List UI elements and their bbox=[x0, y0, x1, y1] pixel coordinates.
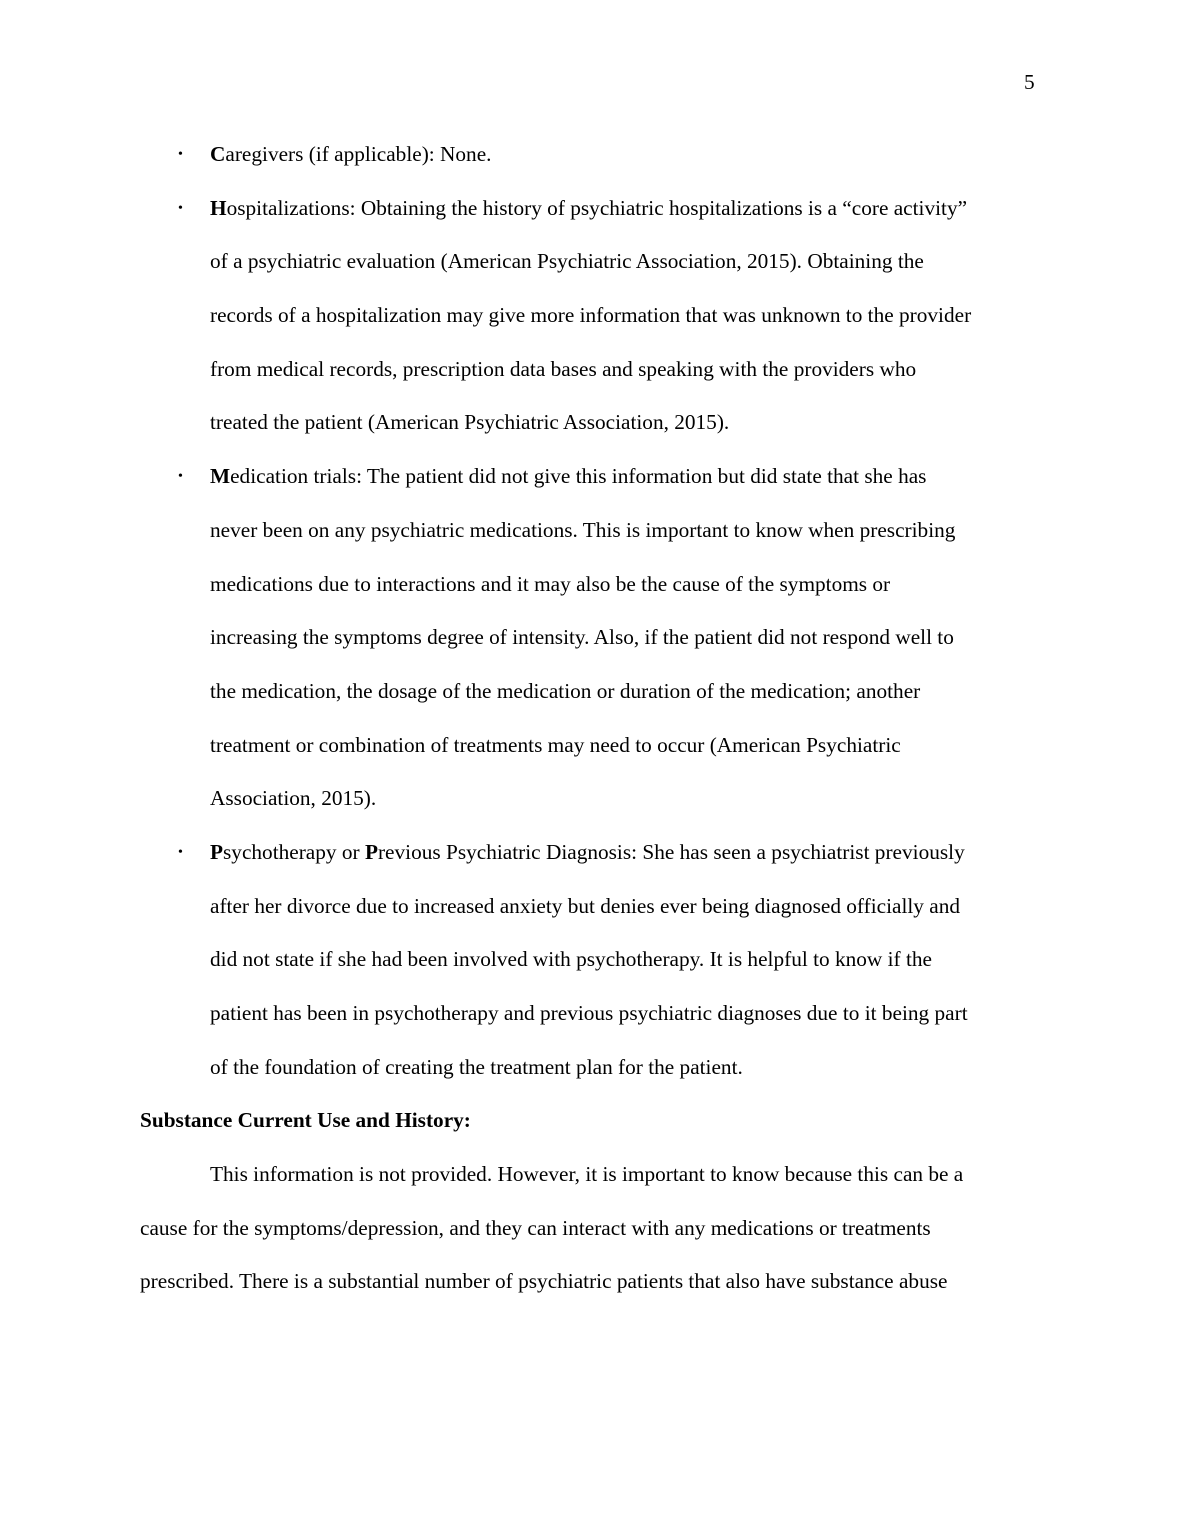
text-line: after her divorce due to increased anxiety but denies ever being diagnosed officially and bbox=[210, 893, 961, 918]
text-line: of the foundation of creating the treatment plan for the patient. bbox=[210, 1054, 743, 1079]
bullet-icon: • bbox=[178, 200, 183, 216]
list-item bbox=[140, 826, 1050, 1094]
text-line: the medication, the dosage of the medication or duration of the medication; another bbox=[210, 678, 921, 703]
text-line: treatment or combination of treatments may need to occur (American Psychiatric bbox=[210, 732, 901, 757]
bullet-icon: • bbox=[178, 844, 183, 860]
list-item-first-line bbox=[210, 182, 1050, 236]
page-number: 5 bbox=[1024, 70, 1035, 94]
text-line: prescribed. There is a substantial number of psychiatric patients that also have substance abuse bbox=[140, 1269, 948, 1294]
text-line: increasing the symptoms degree of intensity. Also, if the patient did not respond well to bbox=[210, 625, 954, 650]
text-line: of a psychiatric evaluation (American Psychiatric Association, 2015). Obtaining the bbox=[210, 249, 924, 274]
text-segment: revious Psychiatric Diagnosis: She has seen a psychiatrist previously bbox=[377, 839, 965, 864]
list-item bbox=[140, 182, 1050, 450]
list-item-first-line bbox=[210, 450, 1050, 504]
text-segment: edication trials: The patient did not give this information but did state that she has bbox=[230, 464, 927, 489]
text-line: from medical records, prescription data bases and speaking with the providers who bbox=[210, 356, 917, 381]
list-item-first-line bbox=[210, 128, 1050, 182]
list-item bbox=[140, 128, 1050, 182]
section-heading: Substance Current Use and History: bbox=[140, 1108, 471, 1133]
text-line: records of a hospitalization may give more information that was unknown to the provider bbox=[210, 303, 972, 328]
section-paragraph bbox=[140, 1148, 1050, 1309]
text-line: never been on any psychiatric medications. This is important to know when prescribing bbox=[210, 517, 956, 542]
bold-initial: P bbox=[364, 839, 378, 864]
text-segment: sychotherapy or bbox=[223, 839, 365, 864]
bullet-icon: • bbox=[178, 469, 183, 485]
text-line: This information is not provided. However, it is important to know because this can be a bbox=[210, 1162, 964, 1187]
bullet-icon: • bbox=[178, 147, 183, 162]
text-line: treated the patient (American Psychiatric Association, 2015). bbox=[210, 410, 730, 435]
document-body bbox=[140, 128, 1050, 1309]
list-item bbox=[140, 450, 1050, 826]
bold-initial: M bbox=[210, 464, 231, 489]
list-item-first-line bbox=[210, 826, 1050, 880]
text-line: patient has been in psychotherapy and previous psychiatric diagnoses due to it being part bbox=[210, 1001, 968, 1025]
bold-initial: H bbox=[210, 195, 227, 220]
text-segment: aregivers (if applicable): None. bbox=[225, 142, 492, 166]
bold-initial: C bbox=[210, 142, 226, 166]
bullet-list bbox=[140, 128, 1050, 1094]
text-line: cause for the symptoms/depression, and they can interact with any medications or treatments bbox=[140, 1215, 931, 1240]
text-line: did not state if she had been involved with psychotherapy. It is helpful to know if the bbox=[210, 947, 932, 972]
text-segment: ospitalizations: Obtaining the history of psychiatric hospitalizations is a “core activity” bbox=[226, 195, 968, 220]
text-line: medications due to interactions and it may also be the cause of the symptoms or bbox=[210, 571, 891, 596]
bold-initial: P bbox=[210, 839, 224, 864]
text-line: Association, 2015). bbox=[210, 786, 377, 811]
